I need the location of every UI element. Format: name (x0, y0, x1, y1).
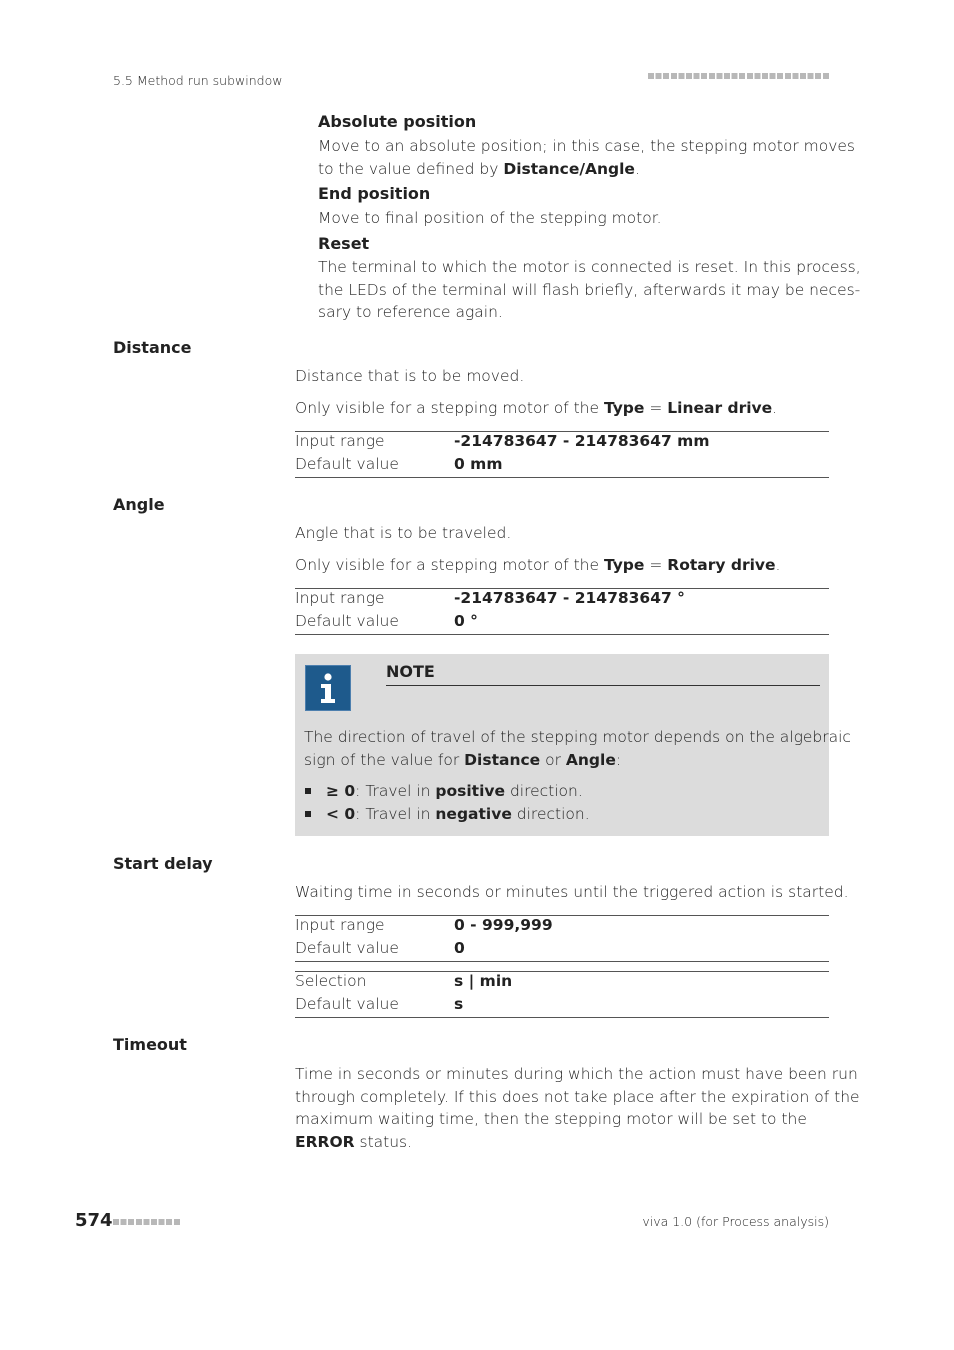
text-line (326, 780, 583, 803)
option-desc-reset (318, 256, 861, 324)
bold-term: Linear drive (667, 399, 773, 417)
text-run: Only visible for a stepping motor of the (295, 556, 604, 574)
text-run: or (540, 750, 566, 769)
distance-table-bottom-rule (295, 477, 829, 478)
distance-heading: Distance (113, 338, 192, 357)
bold-term: Distance/Angle (503, 159, 635, 178)
footer-decoration (113, 1219, 181, 1225)
start-delay-table2-bottom-rule (295, 1017, 829, 1018)
start-delay-input-range-label: Input range (295, 916, 385, 934)
text-line (295, 397, 777, 420)
distance-visibility-note (295, 397, 777, 420)
text-line (295, 1063, 860, 1086)
text-line (295, 1108, 860, 1131)
option-desc-end-position (318, 207, 662, 230)
distance-input-range-value: -214783647 - 214783647 mm (454, 432, 710, 450)
start-delay-description: Waiting time in seconds or minutes until the triggered action is started. (295, 883, 849, 901)
note-bullet-negative (326, 803, 590, 826)
start-delay-table1-bottom-rule (295, 961, 829, 962)
distance-description: Distance that is to be moved. (295, 367, 525, 385)
text-run: maximum waiting time, then the stepping motor will be set to the (295, 1110, 807, 1128)
note-title: NOTE (386, 662, 435, 681)
text-run: : Travel in (355, 782, 436, 800)
start-delay-input-range-value: 0 - 999,999 (454, 916, 553, 934)
bold-term: Type (603, 399, 645, 417)
text-run: = (644, 556, 668, 574)
note-text (304, 726, 851, 771)
text-run: The direction of travel of the stepping motor depends on the algebraic (304, 728, 851, 746)
text-run: . (634, 159, 640, 178)
option-title-end-position: End position (318, 184, 431, 203)
timeout-heading: Timeout (113, 1035, 187, 1054)
start-delay-heading: Start delay (113, 854, 213, 873)
running-header: 5.5 Method run subwindow (113, 73, 283, 88)
start-delay-default-label: Default value (295, 939, 399, 957)
text-line (318, 158, 855, 181)
text-line (318, 301, 861, 324)
bold-term: Angle (565, 750, 616, 769)
angle-heading: Angle (113, 495, 165, 514)
text-line (295, 1086, 860, 1109)
bold-term: negative (435, 805, 512, 823)
timeout-description (295, 1063, 860, 1153)
angle-default-label: Default value (295, 612, 399, 630)
bullet-marker (305, 811, 311, 817)
option-title-reset: Reset (318, 234, 370, 253)
start-delay-unit-default-label: Default value (295, 995, 399, 1013)
text-run: . (772, 399, 778, 417)
text-line (318, 207, 662, 230)
start-delay-selection-label: Selection (295, 972, 367, 990)
angle-default-value: 0 ° (454, 612, 478, 630)
note-bullet-positive (326, 780, 583, 803)
note-box (295, 654, 851, 836)
text-run: to the value defined by (318, 159, 504, 178)
text-run: status. (354, 1132, 413, 1151)
text-run: = (644, 399, 668, 417)
bold-term: Rotary drive (667, 556, 776, 574)
text-run: sign of the value for (304, 750, 465, 769)
page-number: 574 (75, 1210, 113, 1231)
start-delay-unit-default-value: s (454, 995, 464, 1013)
distance-default-value: 0 mm (454, 455, 503, 473)
angle-visibility-note (295, 554, 780, 577)
text-run: direction. (511, 805, 590, 823)
bold-term: Distance (464, 750, 541, 769)
text-run: Time in seconds or minutes during which the action must have been run (295, 1065, 858, 1083)
note-title-rule (386, 685, 820, 686)
text-run: : (615, 750, 622, 769)
angle-input-range-label: Input range (295, 589, 385, 607)
text-run: sary to reference again. (318, 303, 503, 321)
text-run: through completely. If this does not take place after the expiration of the (295, 1087, 860, 1106)
info-icon (305, 665, 351, 711)
angle-input-range-value: -214783647 - 214783647 ° (454, 589, 685, 607)
bold-term: positive (435, 782, 506, 800)
bold-term: ≥ 0 (326, 782, 356, 800)
angle-description: Angle that is to be traveled. (295, 524, 512, 542)
bold-term: Type (603, 556, 645, 574)
distance-default-label: Default value (295, 455, 399, 473)
header-decoration (648, 73, 829, 79)
text-run: : Travel in (355, 805, 436, 823)
start-delay-default-value: 0 (454, 939, 465, 957)
text-run: direction. (505, 782, 583, 800)
text-line (295, 1131, 860, 1154)
text-line (318, 279, 861, 302)
option-title-absolute-position: Absolute position (318, 112, 477, 131)
start-delay-selection-value: s | min (454, 972, 513, 990)
angle-table-bottom-rule (295, 634, 829, 635)
text-run: Only visible for a stepping motor of the (295, 399, 604, 417)
text-run: Move to an absolute position; in this case, the stepping motor moves (318, 137, 855, 155)
bold-term: ERROR (295, 1132, 355, 1151)
distance-input-range-label: Input range (295, 432, 385, 450)
start-delay-table2-top-rule (295, 971, 829, 972)
text-line (304, 749, 851, 772)
text-line (304, 726, 851, 749)
text-line (326, 803, 590, 826)
text-line (318, 135, 855, 158)
option-desc-absolute-position (318, 135, 855, 180)
text-run: The terminal to which the motor is connected is reset. In this process, (318, 258, 861, 276)
text-run: Move to final position of the stepping motor. (318, 209, 662, 227)
text-line (318, 256, 861, 279)
text-run: the LEDs of the terminal will flash briefly, afterwards it may be neces- (318, 280, 861, 299)
product-name: viva 1.0 (for Process analysis) (642, 1214, 829, 1229)
text-line (295, 554, 780, 577)
text-run: . (775, 556, 781, 574)
bullet-marker (305, 788, 311, 794)
bold-term: < 0 (326, 805, 356, 823)
